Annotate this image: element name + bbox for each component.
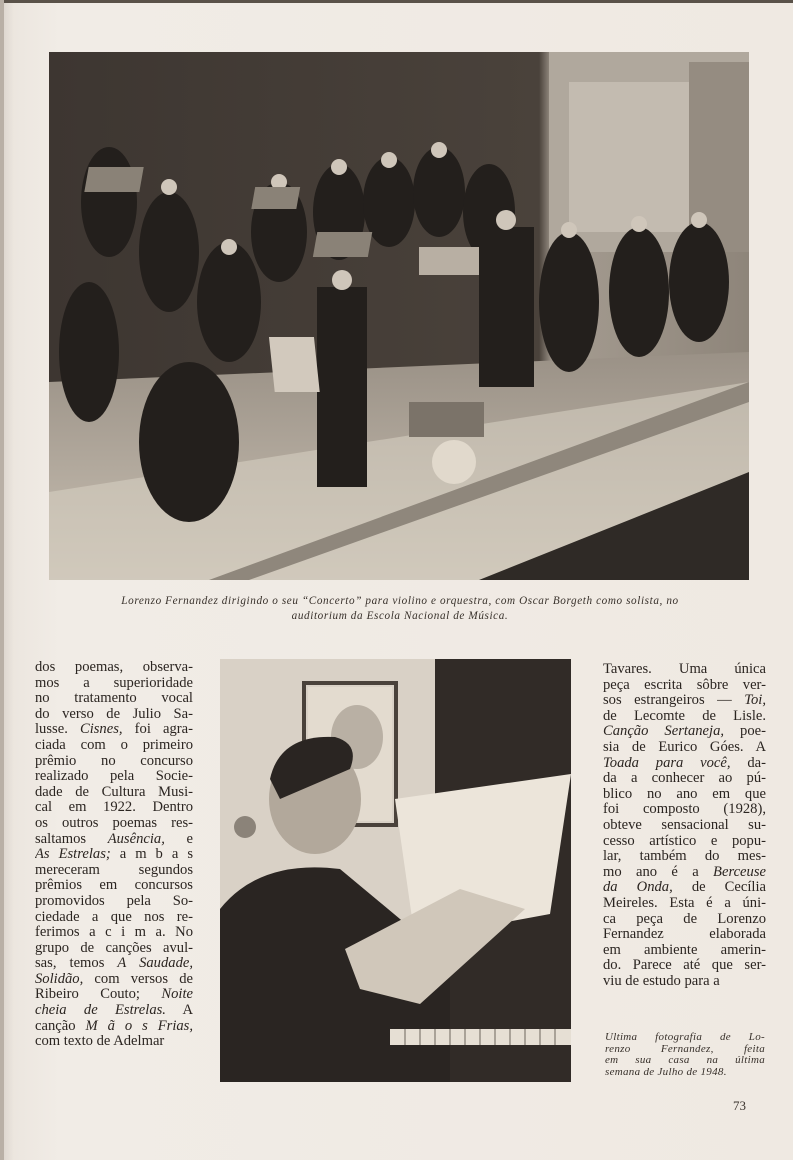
text-line <box>603 880 766 896</box>
italic-title: As Estrelas; <box>35 847 111 863</box>
text-run: de Lecomte de Lisle. <box>603 708 766 724</box>
text-run: foi agra- <box>122 722 193 738</box>
text-line <box>603 787 766 803</box>
text-line <box>35 910 193 926</box>
text-line <box>603 958 766 974</box>
text-line <box>35 754 193 770</box>
text-run: viu de estudo para a <box>603 973 720 989</box>
text-line <box>35 925 193 941</box>
text-run: dos poemas, observa- <box>35 660 193 675</box>
text-line <box>603 693 766 709</box>
caption-line: Lorenzo Fernandez dirigindo o seu “Concerto” para violino e orquestra, com Oscar Borgeth como solista, no <box>121 595 679 607</box>
text-line <box>603 818 766 834</box>
caption-line: semana de Julho de 1948. <box>605 1066 727 1078</box>
text-line <box>35 972 193 988</box>
italic-title: A Saudade, <box>117 956 193 972</box>
portrait-photo-image <box>220 659 571 1082</box>
italic-title: Noite <box>161 987 193 1003</box>
text-line <box>35 769 193 785</box>
text-line <box>35 941 193 957</box>
orchestra-photo-caption <box>40 594 760 624</box>
text-run: no tratamento vocal <box>35 691 193 707</box>
text-run: Meireles. Esta é a úni- <box>603 895 766 911</box>
text-run: poe- <box>724 724 766 740</box>
text-run: da- <box>730 755 766 771</box>
text-run: de Cecília <box>672 880 766 896</box>
orchestra-photo <box>49 52 749 580</box>
scan-top-edge <box>0 0 793 3</box>
text-line <box>35 832 193 848</box>
text-run: sia de Eurico Góes. A <box>603 739 766 755</box>
text-run: do. Parece até que ser- <box>603 958 766 974</box>
article-column-right <box>603 662 766 989</box>
text-line <box>35 847 193 863</box>
italic-title: M ã o s Frias, <box>85 1018 193 1034</box>
text-run: dade de Cultura Musi- <box>35 784 193 800</box>
italic-title: Ausência, <box>107 831 165 847</box>
caption-line: auditorium da Escola Nacional de Música. <box>291 610 509 622</box>
text-line <box>35 691 193 707</box>
caption-line: em sua casa na última <box>605 1055 765 1067</box>
text-run: os outros poemas res- <box>35 815 193 831</box>
italic-title: Canção Sertaneja, <box>603 724 725 740</box>
text-line <box>603 756 766 772</box>
text-run: lar, também do mes- <box>603 849 766 865</box>
text-line <box>35 1034 193 1050</box>
text-run: com versos de <box>83 971 193 987</box>
text-line <box>603 834 766 850</box>
text-run: mos a superioridade <box>35 675 193 691</box>
text-line <box>603 740 766 756</box>
text-run: ciedade a que nos re- <box>35 909 193 925</box>
italic-title: Cisnes, <box>79 722 123 738</box>
text-line <box>603 849 766 865</box>
text-line <box>35 800 193 816</box>
text-line <box>35 785 193 801</box>
text-line <box>603 771 766 787</box>
text-line <box>603 724 766 740</box>
italic-title: cheia de Estrelas. <box>35 1003 166 1019</box>
text-run: sas, temos <box>35 956 118 972</box>
italic-title: da Onda, <box>603 880 673 896</box>
text-run: Fernandez elaborada <box>603 927 766 943</box>
text-line <box>35 987 193 1003</box>
text-run: mereceram segundos <box>35 862 193 878</box>
text-run: peça escrita sôbre ver- <box>603 677 766 693</box>
text-run: grupo de canções avul- <box>35 940 193 956</box>
text-run: canção <box>35 1018 86 1034</box>
text-run: ciada com o primeiro <box>35 737 193 753</box>
text-line <box>603 709 766 725</box>
italic-title: Toi, <box>744 693 766 709</box>
text-run: lusse. <box>35 722 80 738</box>
text-line <box>35 956 193 972</box>
text-line <box>603 802 766 818</box>
text-line <box>603 678 766 694</box>
text-line <box>603 912 766 928</box>
portrait-photo <box>220 659 571 1082</box>
text-line <box>603 974 766 990</box>
text-run: do verso de Julio Sa- <box>35 706 193 722</box>
text-line <box>35 878 193 894</box>
text-line <box>603 662 766 678</box>
text-line <box>35 707 193 723</box>
text-run: Ribeiro Couto; <box>35 987 162 1003</box>
text-run: ferimos a c i m a. No <box>35 925 193 941</box>
text-line <box>603 943 766 959</box>
text-run: saltamos <box>35 831 108 847</box>
text-line <box>35 722 193 738</box>
text-line <box>603 865 766 881</box>
text-run: sos estrangeiros — <box>603 693 745 709</box>
text-run: em ambiente amerin- <box>603 942 766 958</box>
text-run: obteve sensacional su- <box>603 817 766 833</box>
text-line <box>35 863 193 879</box>
text-run: da a conhecer ao pú- <box>603 771 766 787</box>
portrait-photo-caption <box>605 1032 765 1078</box>
text-line <box>603 896 766 912</box>
text-line <box>603 927 766 943</box>
text-run: prêmios em concursos <box>35 878 193 894</box>
text-line <box>35 1003 193 1019</box>
text-run: ca peça de Lorenzo <box>603 911 766 927</box>
orchestra-photo-image <box>49 52 749 580</box>
text-run: promovidos pela So- <box>35 893 193 909</box>
text-run: com texto de Adelmar <box>35 1034 165 1050</box>
text-run: realizado pela Socie- <box>35 769 193 785</box>
text-line <box>35 894 193 910</box>
text-run: A <box>165 1003 193 1019</box>
text-run: cesso artístico e popu- <box>603 833 766 849</box>
italic-title: Solidão, <box>35 971 84 987</box>
text-line <box>35 816 193 832</box>
caption-line: Última fotografia de Lo- <box>605 1032 765 1043</box>
text-run: cal em 1922. Dentro <box>35 800 193 816</box>
text-run: foi composto (1928), <box>603 802 766 818</box>
caption-line: renzo Fernandez, feita <box>605 1043 765 1055</box>
text-run: a m b a s <box>110 847 193 863</box>
text-line <box>35 738 193 754</box>
text-run: mo ano é a <box>603 864 714 880</box>
text-line <box>35 1019 193 1035</box>
scan-binding-edge <box>0 0 4 1160</box>
text-run: blico no ano em que <box>603 786 766 802</box>
text-run: Tavares. Uma única <box>603 662 766 677</box>
italic-title: Berceuse <box>713 864 766 880</box>
text-run: e <box>164 831 193 847</box>
text-line <box>35 660 193 676</box>
article-column-left <box>35 660 193 1050</box>
page-number: 73 <box>733 1098 746 1113</box>
text-line <box>35 676 193 692</box>
text-run: prêmio no concurso <box>35 753 193 769</box>
italic-title: Toada para você, <box>603 755 731 771</box>
